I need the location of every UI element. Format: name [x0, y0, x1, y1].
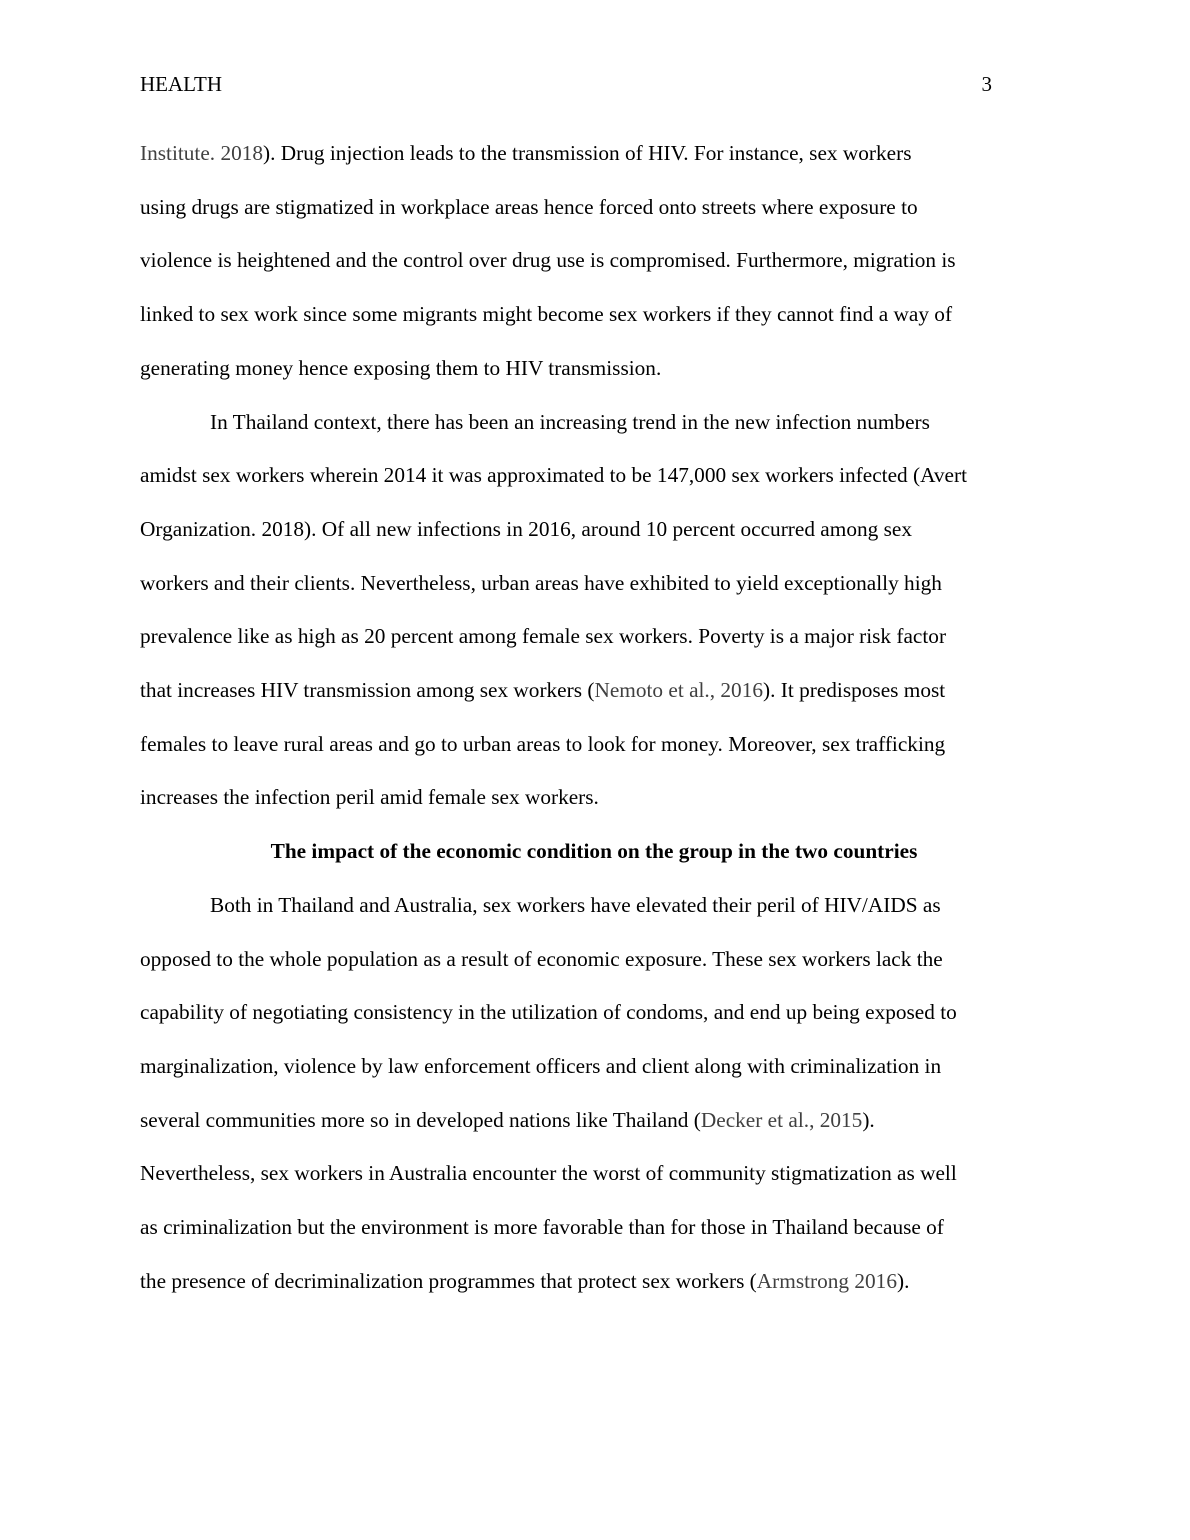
text-line: linked to sex work since some migrants might become sex workers if they cannot find a way of — [140, 302, 953, 327]
text-line: females to leave rural areas and go to urban areas to look for money. Moreover, sex trafficking — [140, 731, 946, 756]
text-run: ). Drug injection leads to the transmission of HIV. For instance, sex workers — [263, 141, 912, 165]
text-line — [140, 127, 1060, 181]
text-line — [140, 664, 1060, 718]
paragraph-1 — [140, 127, 1060, 396]
text-line: generating money hence exposing them to HIV transmission. — [140, 355, 662, 380]
text-line — [140, 1255, 1060, 1309]
text-run: ). — [862, 1107, 875, 1132]
text-line: amidst sex workers wherein 2014 it was approximated to be 147,000 sex workers infected (Avert — [140, 463, 968, 488]
citation: Armstrong 2016 — [756, 1268, 897, 1293]
citation: Nemoto et al., 2016 — [594, 678, 764, 703]
text-line — [140, 1094, 1060, 1148]
text-run: the presence of decriminalization programmes that protect sex workers ( — [140, 1268, 757, 1293]
page-number: 3 — [981, 72, 992, 96]
running-head: HEALTH — [140, 72, 223, 96]
paragraph-2 — [140, 396, 1060, 826]
text-run: several communities more so in developed nations like Thailand ( — [140, 1107, 701, 1132]
text-line: prevalence like as high as 20 percent among female sex workers. Poverty is a major risk factor — [140, 624, 947, 649]
text-run: ). — [896, 1268, 910, 1293]
text-line: increases the infection peril amid female sex workers. — [140, 785, 599, 810]
text-line: as criminalization but the environment is more favorable than for those in Thailand because of — [140, 1215, 944, 1240]
text-line: Nevertheless, sex workers in Australia encounter the worst of community stigmatization as well — [140, 1161, 957, 1186]
section-heading-block — [140, 825, 1060, 879]
paragraph-3 — [140, 879, 1060, 1309]
text-line: workers and their clients. Nevertheless, urban areas have exhibited to yield exceptionally high — [140, 570, 942, 595]
text-line: opposed to the whole population as a result of economic exposure. These sex workers lack the — [140, 946, 943, 971]
section-heading: The impact of the economic condition on the group in the two countries — [270, 839, 918, 864]
text-run: that increases HIV transmission among sex workers ( — [140, 678, 595, 703]
document-body — [140, 127, 1060, 1308]
text-line: Both in Thailand and Australia, sex workers have elevated their peril of HIV/AIDS as — [210, 892, 941, 917]
text-line: capability of negotiating consistency in the utilization of condoms, and end up being exposed to — [140, 1000, 957, 1025]
text-line: Organization. 2018). Of all new infections in 2016, around 10 percent occurred among sex — [140, 516, 912, 541]
text-line: violence is heightened and the control over drug use is compromised. Furthermore, migration is — [140, 248, 956, 273]
text-line: In Thailand context, there has been an increasing trend in the new infection numbers — [210, 409, 930, 434]
text-line: marginalization, violence by law enforcement officers and client along with criminalization in — [140, 1053, 942, 1078]
text-line: using drugs are stigmatized in workplace areas hence forced onto streets where exposure to — [140, 194, 918, 219]
citation: Institute. 2018 — [140, 141, 264, 165]
text-run: ). It predisposes most — [763, 678, 946, 703]
citation: Decker et al., 2015 — [700, 1107, 863, 1132]
